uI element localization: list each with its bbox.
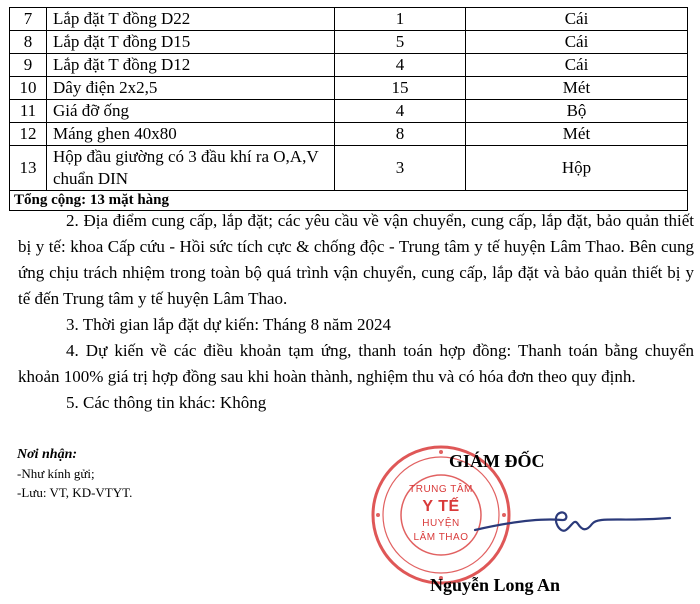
item-name: Lắp đặt T đồng D12 (47, 54, 335, 77)
table-row (10, 123, 688, 146)
paragraph-other-info: 5. Các thông tin khác: Không (66, 393, 267, 412)
row-number: 8 (10, 31, 47, 54)
row-number: 11 (10, 100, 47, 123)
body-text (18, 208, 694, 416)
recipient-line: -Lưu: VT, KD-VTYT. (17, 485, 133, 500)
item-unit: Cái (466, 8, 688, 31)
table-row (10, 77, 688, 100)
table-row (10, 31, 688, 54)
seal-text: TRUNG TÂM (409, 484, 473, 495)
table-row (10, 54, 688, 77)
item-unit: Mét (466, 77, 688, 100)
recipient-line: -Như kính gửi; (17, 466, 95, 481)
item-quantity: 4 (335, 54, 466, 77)
row-number: 7 (10, 8, 47, 31)
items-table (9, 7, 688, 211)
paragraph-payment-terms: 4. Dự kiến về các điều khoản tạm ứng, thanh toán hợp đồng: Thanh toán bằng chuyển khoản 100% giá trị hợp đồng sau khi hoàn thành, nghiệm thu và có hóa đơn theo quy định. (18, 341, 694, 386)
row-number: 13 (10, 146, 47, 191)
item-unit: Hộp (466, 146, 688, 191)
recipients-title: Nơi nhận: (17, 447, 78, 462)
item-quantity: 15 (335, 77, 466, 100)
row-number: 9 (10, 54, 47, 77)
item-name: Lắp đặt T đồng D22 (47, 8, 335, 31)
item-name: Hộp đầu giường có 3 đầu khí ra O,A,V chuẩn DIN (47, 146, 335, 191)
item-name: Lắp đặt T đồng D15 (47, 31, 335, 54)
recipients-block (17, 445, 132, 502)
row-number: 12 (10, 123, 47, 146)
table-row (10, 100, 688, 123)
item-unit: Cái (466, 54, 688, 77)
paragraph-delivery-location: 2. Địa điểm cung cấp, lắp đặt; các yêu cầu về vận chuyển, cung cấp, lắp đặt, bảo quản thiết bị y tế: khoa Cấp cứu - Hồi sức tích cực & chống độc - Trung tâm y tế huyện Lâm Thao. Bên cung ứng chịu trách nhiệm trong toàn bộ quá trình vận chuyển, cung cấp, lắp đặt và bảo quản thiết bị y tế đến Trung tâm y tế huyện Lâm Thao. (18, 211, 694, 308)
item-name: Dây điện 2x2,5 (47, 77, 335, 100)
item-quantity: 4 (335, 100, 466, 123)
item-unit: Mét (466, 123, 688, 146)
item-name: Giá đỡ ống (47, 100, 335, 123)
table-row (10, 146, 688, 191)
seal-text: Y TẾ (422, 498, 460, 515)
seal-text: LÂM THAO (413, 532, 469, 543)
row-number: 10 (10, 77, 47, 100)
item-quantity: 3 (335, 146, 466, 191)
item-quantity: 5 (335, 31, 466, 54)
item-quantity: 8 (335, 123, 466, 146)
table-row (10, 8, 688, 31)
signer-title: GIÁM ĐỐC (449, 451, 545, 471)
item-unit: Cái (466, 31, 688, 54)
item-name: Máng ghen 40x80 (47, 123, 335, 146)
paragraph-install-time: 3. Thời gian lắp đặt dự kiến: Tháng 8 năm 2024 (66, 315, 391, 334)
item-quantity: 1 (335, 8, 466, 31)
signer-name: Nguyễn Long An (430, 575, 561, 595)
table-total: Tổng cộng: 13 mặt hàng (10, 191, 688, 211)
handwritten-signature-icon (470, 500, 680, 550)
seal-text: HUYỆN (422, 518, 460, 529)
item-unit: Bộ (466, 100, 688, 123)
